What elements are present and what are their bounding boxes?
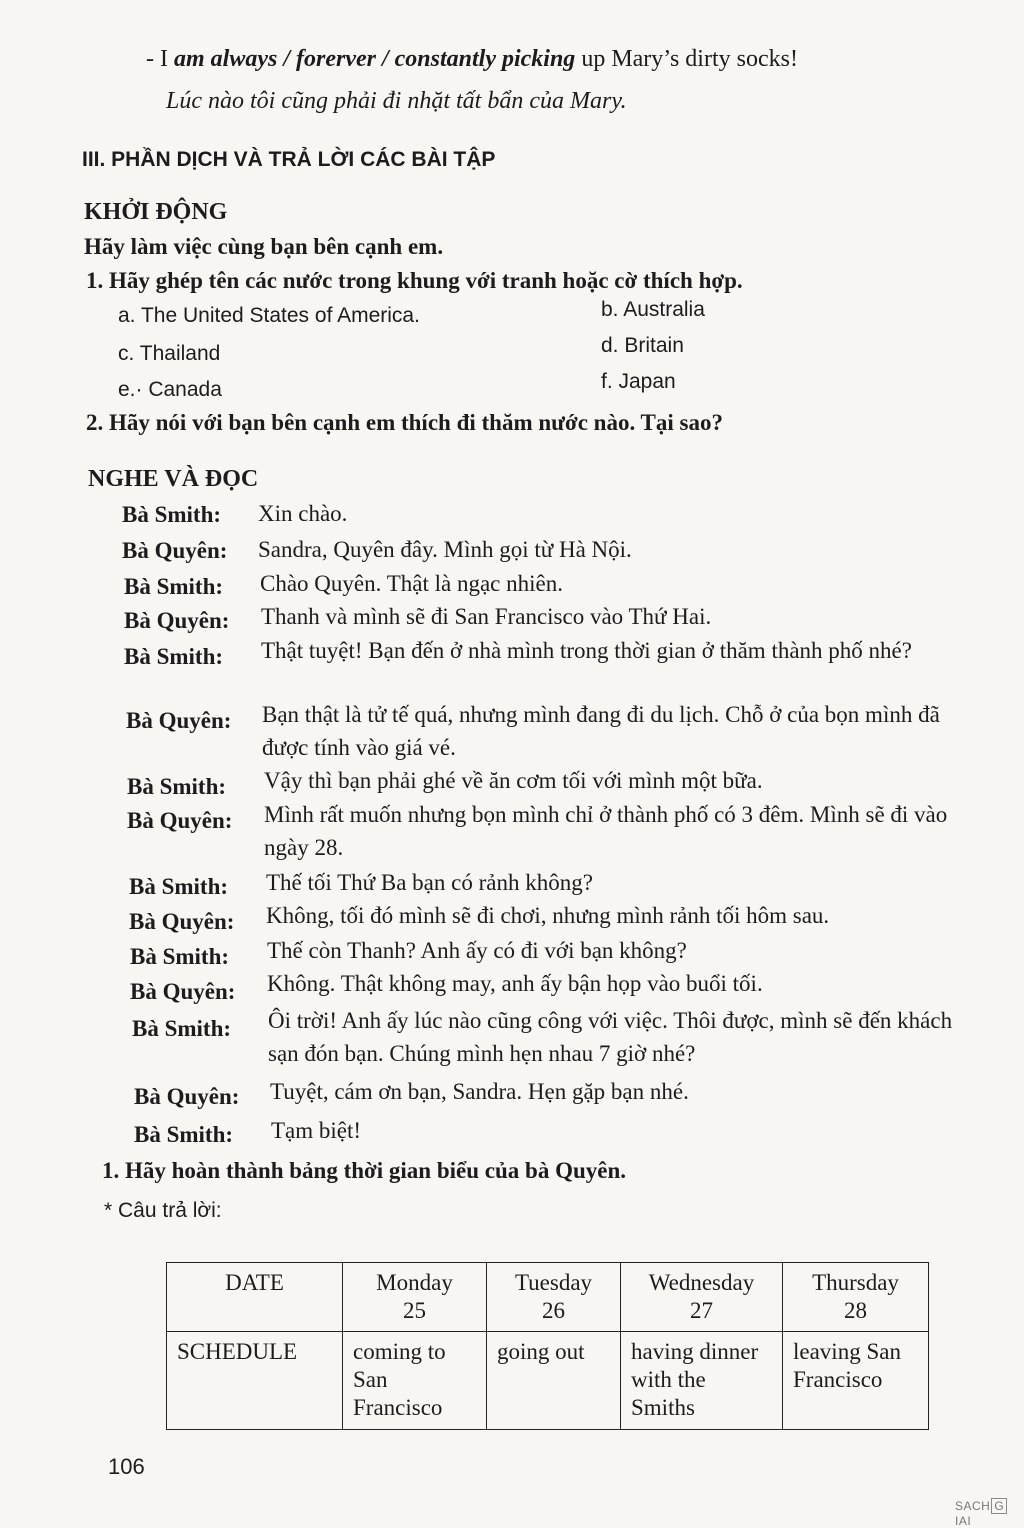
date-row (167, 1263, 929, 1332)
dialogue-speaker: Bà Quyên: (126, 708, 232, 733)
dialogue-speaker: Bà Quyên: (122, 538, 228, 563)
dialogue-speaker: Bà Quyên: (124, 608, 230, 633)
country-option-c: c. Thailand (118, 342, 221, 365)
day-date: 26 (542, 1298, 565, 1323)
dialogue-line: Xin chào. (258, 501, 348, 526)
date-cell-wednesday (621, 1263, 783, 1332)
dialogue-speaker: Bà Smith: (130, 944, 230, 969)
dialogue-line: Không. Thật không may, anh ấy bận họp vào buổi tối. (267, 971, 763, 996)
schedule-cell-thursday: leaving San Francisco (783, 1332, 929, 1430)
country-option-a: a. The United States of America. (118, 304, 420, 327)
date-cell-monday (343, 1263, 487, 1332)
example-dash: - I (146, 46, 168, 72)
date-cell-tuesday (487, 1263, 621, 1332)
country-option-e: e.· Canada (118, 378, 222, 401)
dialogue-speaker: Bà Smith: (127, 774, 227, 799)
watermark-logo (955, 1498, 1024, 1528)
dialogue-line: Thế tối Thứ Ba bạn có rảnh không? (266, 870, 593, 895)
watermark-box: G (991, 1498, 1007, 1514)
day-name: Wednesday (648, 1270, 755, 1295)
dialogue-speaker: Bà Smith: (132, 1016, 232, 1041)
country-option-b: b. Australia (601, 298, 705, 321)
dialogue-line: Sandra, Quyên đây. Mình gọi từ Hà Nội. (258, 537, 632, 562)
date-header-cell: DATE (167, 1263, 343, 1332)
dialogue-line: Thanh và mình sẽ đi San Francisco vào Thứ Hai. (261, 604, 712, 629)
day-name: Monday (376, 1270, 453, 1295)
warmup-task-2: 2. Hãy nói với bạn bên cạnh em thích đi thăm nước nào. Tại sao? (86, 410, 723, 435)
dialogue-speaker: Bà Smith: (124, 574, 224, 599)
exercise-1-title: 1. Hãy hoàn thành bảng thời gian biểu của bà Quyên. (102, 1158, 627, 1183)
dialogue-line: Tạm biệt! (271, 1118, 362, 1143)
dialogue-speaker: Bà Smith: (122, 502, 222, 527)
warmup-instruction: Hãy làm việc cùng bạn bên cạnh em. (84, 234, 444, 259)
schedule-cell-monday: coming to San Francisco (343, 1332, 487, 1430)
dialogue-line: Tuyệt, cám ơn bạn, Sandra. Hẹn gặp bạn nhé. (270, 1079, 689, 1104)
country-option-f: f. Japan (601, 370, 676, 393)
example-italic-phrase: am always / forerver / constantly picking (173, 46, 576, 72)
dialogue-speaker: Bà Smith: (134, 1122, 234, 1147)
dialogue-line: Chào Quyên. Thật là ngạc nhiên. (260, 571, 563, 596)
warmup-task-1: 1. Hãy ghép tên các nước trong khung với tranh hoặc cờ thích hợp. (86, 268, 743, 293)
day-date: 28 (844, 1298, 867, 1323)
dialogue-line: Vậy thì bạn phải ghé về ăn cơm tối với mình một bữa. (264, 768, 763, 793)
dialogue-speaker: Bà Quyên: (134, 1084, 240, 1109)
watermark-right: IAI (955, 1514, 972, 1528)
listen-title: NGHE VÀ ĐỌC (88, 466, 259, 492)
dialogue-speaker: Bà Smith: (124, 644, 224, 669)
example-translation: Lúc nào tôi cũng phải đi nhặt tất bẩn của Mary. (166, 88, 627, 114)
day-name: Tuesday (514, 1270, 593, 1295)
day-date: 27 (690, 1298, 713, 1323)
date-cell-thursday (783, 1263, 929, 1332)
schedule-table (166, 1262, 929, 1430)
dialogue-speaker: Bà Quyên: (129, 909, 235, 934)
example-rest: up Mary’s dirty socks! (581, 46, 798, 72)
dialogue-line: Ôi trời! Anh ấy lúc nào cũng công với việc. Thôi được, mình sẽ đến khách sạn đón bạn. Chúng mình hẹn nhau 7 giờ nhé? (268, 1008, 953, 1066)
section-title: III. PHẦN DỊCH VÀ TRẢ LỜI CÁC BÀI TẬP (82, 148, 496, 171)
schedule-cell-tuesday: going out (487, 1332, 621, 1430)
dialogue-line: Không, tối đó mình sẽ đi chơi, nhưng mình rảnh tối hôm sau. (266, 903, 830, 928)
page-number: 106 (108, 1454, 145, 1479)
warmup-title: KHỞI ĐỘNG (84, 199, 228, 225)
schedule-row (167, 1332, 929, 1430)
dialogue-line: Mình rất muốn nhưng bọn mình chỉ ở thành phố có 3 đêm. Mình sẽ đi vào ngày 28. (264, 802, 948, 860)
dialogue-line: Thế còn Thanh? Anh ấy có đi với bạn không? (267, 938, 687, 963)
dialogue-speaker: Bà Quyên: (130, 979, 236, 1004)
dialogue-line: Thật tuyệt! Bạn đến ở nhà mình trong thời gian ở thăm thành phố nhé? (261, 638, 912, 663)
dialogue-line: Bạn thật là tử tế quá, nhưng mình đang đi du lịch. Chỗ ở của bọn mình đã được tính vào giá vé. (262, 702, 940, 760)
example-sentence (146, 44, 798, 74)
schedule-header-cell: SCHEDULE (167, 1332, 343, 1430)
answer-label: * Câu trả lời: (104, 1199, 222, 1222)
dialogue-speaker: Bà Quyên: (127, 808, 233, 833)
day-date: 25 (403, 1298, 426, 1323)
day-name: Thursday (812, 1270, 899, 1295)
schedule-cell-wednesday: having dinner with the Smiths (621, 1332, 783, 1430)
dialogue-speaker: Bà Smith: (129, 874, 229, 899)
country-option-d: d. Britain (601, 334, 684, 357)
watermark-left: SACH (955, 1499, 991, 1513)
